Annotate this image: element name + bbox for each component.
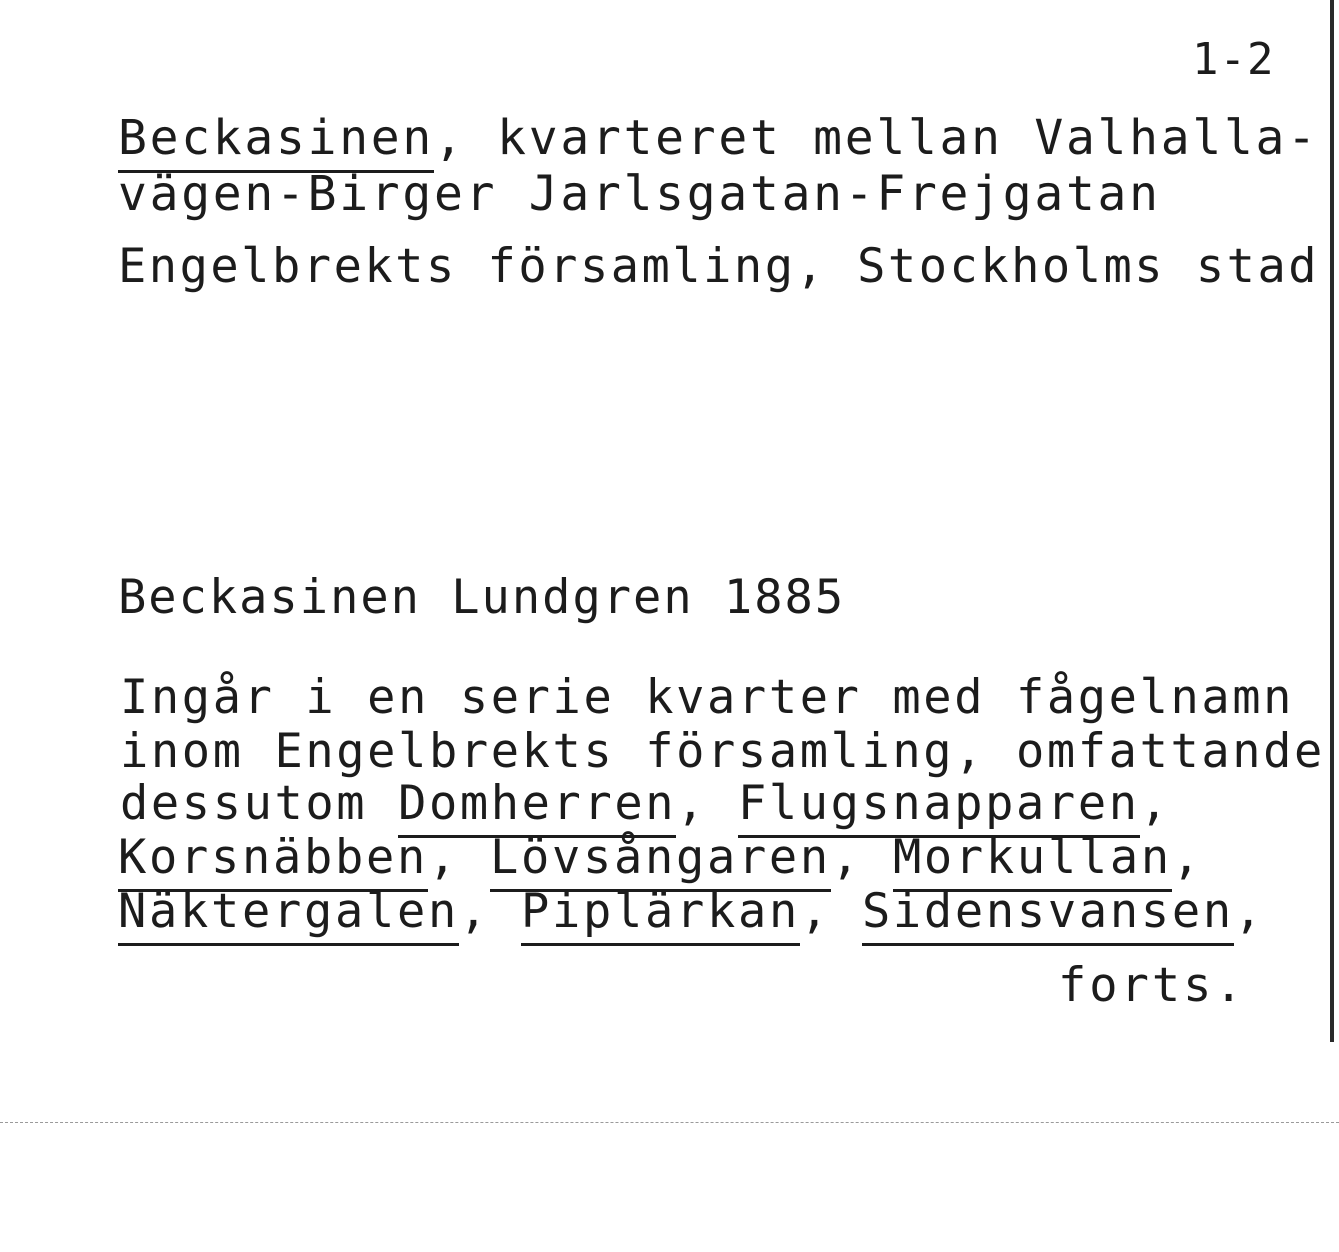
- block-name-korsnabben: Korsnäbben: [118, 830, 428, 892]
- block-name-flugsnapparen: Flugsnapparen: [738, 776, 1140, 838]
- card-bottom-edge: [0, 1122, 1339, 1123]
- origin-line: Beckasinen Lundgren 1885: [118, 570, 846, 625]
- continued-marker: forts.: [1058, 958, 1246, 1013]
- card-right-edge: [1330, 0, 1334, 1042]
- block-name-lovsangaren: Lövsångaren: [490, 830, 831, 892]
- description-line-4: [118, 830, 1203, 885]
- block-name-domherren: Domherren: [398, 776, 676, 838]
- separator: ,: [427, 830, 490, 885]
- heading-line-1: [118, 110, 1319, 166]
- description-line-3: [120, 776, 1171, 831]
- heading-line-2: vägen-Birger Jarlsgatan-Frejgatan: [118, 166, 1161, 222]
- separator: ,: [458, 884, 521, 939]
- description-line-2: inom Engelbrekts församling, omfattande: [120, 724, 1325, 779]
- description-line-5: [118, 884, 1265, 939]
- description-prefix: dessutom: [120, 776, 399, 831]
- block-name-naktergalen: Näktergalen: [118, 884, 459, 946]
- page-number: 1-2: [1192, 34, 1275, 85]
- separator-end: ,: [1233, 884, 1265, 939]
- block-name-sidensvansen: Sidensvansen: [862, 884, 1234, 946]
- block-name-morkullan: Morkullan: [893, 830, 1172, 892]
- separator: ,: [830, 830, 893, 885]
- parish-line: Engelbrekts församling, Stockholms stad: [118, 239, 1320, 294]
- block-name-beckasinen: Beckasinen: [118, 110, 434, 173]
- block-name-piplarkan: Piplärkan: [521, 884, 800, 946]
- separator-end: ,: [1171, 830, 1203, 885]
- separator: ,: [799, 884, 862, 939]
- description-line-1: Ingår i en serie kvarter med fågelnamn: [120, 670, 1295, 725]
- separator: ,: [676, 776, 738, 831]
- separator-end: ,: [1139, 776, 1171, 831]
- heading-description: , kvarteret mellan Valhalla-: [433, 110, 1319, 166]
